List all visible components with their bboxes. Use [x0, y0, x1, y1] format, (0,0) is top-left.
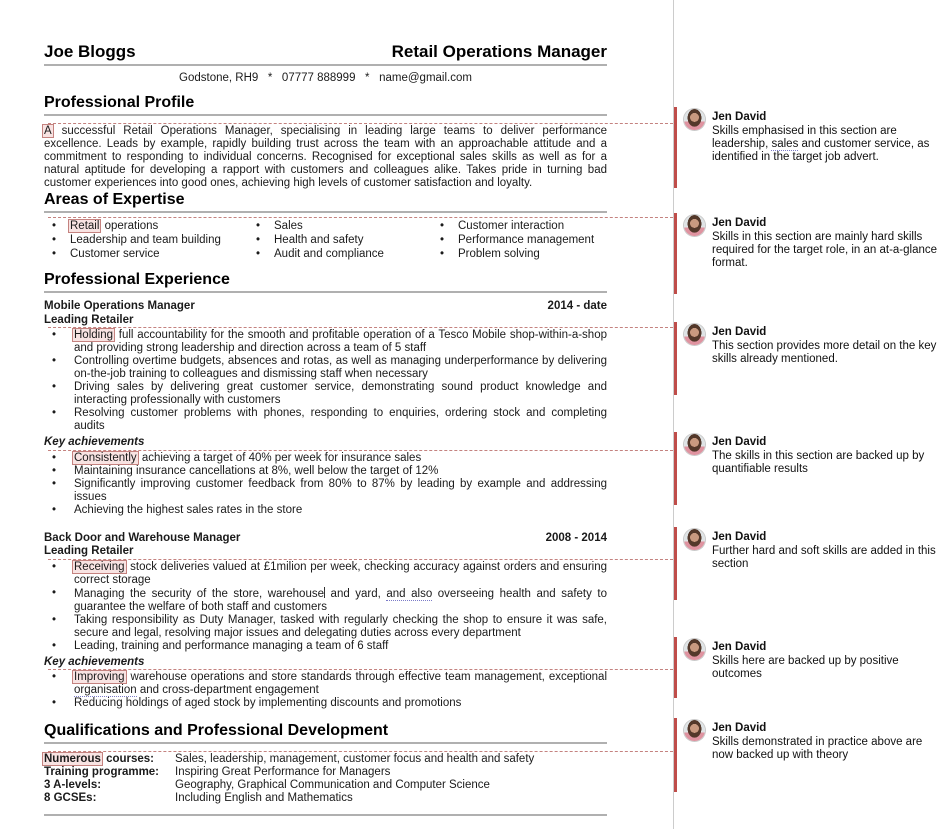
- comment[interactable]: [674, 637, 950, 681]
- comment-connector-line: [48, 669, 673, 670]
- comment-author: Jen David: [712, 326, 767, 338]
- job-bullet: • Driving sales by delivering great customer service, demonstrating sound product knowledge and interacting professionally with customers: [44, 381, 607, 407]
- expertise-item: • Health and safety: [248, 233, 432, 247]
- comment-connector-line: [48, 327, 673, 328]
- comment[interactable]: [674, 107, 950, 164]
- expertise-item: • Sales: [248, 219, 432, 233]
- qualification-row: [44, 792, 607, 805]
- job-bullet-list: [44, 329, 607, 433]
- comment-text: [712, 125, 944, 164]
- comment-body: [712, 213, 950, 270]
- commenter-avatar: [684, 324, 705, 345]
- achievement-bullet: • Reducing holdings of aged stock by implementing discounts and promotions: [44, 697, 607, 710]
- bullet-text: stock deliveries valued at £1milion per week, checking accuracy against orders and ensuring correct storage: [74, 560, 607, 586]
- bullet-text: achieving a target of 40% per week for insurance sales: [138, 451, 422, 464]
- comment-connector-line: [48, 751, 673, 752]
- comment-body: [712, 718, 950, 762]
- qualification-value: Sales, leadership, management, customer focus and health and safety: [175, 753, 535, 765]
- section-rule: [44, 211, 607, 213]
- bullet-text: warehouse operations and store standards through effective team management, exceptional: [126, 671, 607, 683]
- job-header: [44, 532, 607, 546]
- achievement-bullet: • Achieving the highest sales rates in the store: [44, 504, 607, 517]
- comment-body: [712, 322, 950, 366]
- section-heading-areas-of-expertise: Areas of Expertise: [44, 191, 185, 208]
- comment-anchor-bar: [674, 718, 677, 792]
- comment[interactable]: [674, 213, 950, 270]
- comment-text-part: and customer service, as identified in the target job advert.: [712, 138, 930, 163]
- qualification-label: 8 GCSEs:: [44, 792, 97, 804]
- expertise-item: • Performance management: [432, 233, 607, 247]
- comment-anchor-bar: [674, 107, 677, 188]
- comment[interactable]: [674, 718, 950, 762]
- spellcheck-underline: organisation: [74, 684, 137, 696]
- qualification-value: Including English and Mathematics: [175, 792, 353, 804]
- comment-anchor-highlight[interactable]: Retail: [70, 220, 100, 232]
- qualification-row: [44, 766, 607, 779]
- comment-author: Jen David: [712, 217, 767, 229]
- comment-anchor-highlight[interactable]: Consistently: [74, 451, 137, 464]
- commenter-avatar: [684, 434, 705, 455]
- qualification-label: 3 A-levels:: [44, 779, 102, 791]
- comment-text: Skills in this section are mainly hard skills required for the target role, in an at-a-glance format.: [712, 231, 938, 269]
- job-dates: 2008 - 2014: [545, 531, 607, 544]
- comment-connector-line: [48, 123, 673, 124]
- comment-body: [712, 432, 950, 476]
- commenter-avatar: [684, 639, 705, 660]
- comment[interactable]: [674, 527, 950, 571]
- comment-text: Skills demonstrated in practice above are now backed up with theory: [712, 736, 923, 761]
- comment[interactable]: [674, 322, 950, 366]
- commenter-avatar: [684, 720, 705, 741]
- comment-anchor-highlight[interactable]: Holding: [74, 329, 113, 341]
- achievement-bullet: [44, 671, 607, 697]
- job-company: Leading Retailer: [44, 545, 134, 557]
- comment-text: This section provides more detail on the key skills already mentioned.: [712, 340, 937, 365]
- bullet-text: full accountability for the smooth and profitable operation of a Tesco Mobile shop-within-a-shop and providing strong leadership and direction across a team of 5 staff: [74, 329, 607, 354]
- qualification-row: [44, 779, 607, 792]
- job-bullet: [44, 587, 607, 614]
- qualification-value: Geography, Graphical Communication and Computer Science: [175, 779, 490, 791]
- job-title: Mobile Operations Manager: [44, 300, 195, 312]
- key-achievements-label: Key achievements: [44, 436, 145, 448]
- job-bullet: [44, 561, 607, 587]
- comment-author: Jen David: [712, 436, 767, 448]
- expertise-item: • Customer service: [44, 247, 248, 261]
- job-dates: 2014 - date: [547, 300, 607, 312]
- qualification-row: [44, 753, 607, 766]
- expertise-item: • Problem solving: [432, 247, 607, 261]
- job-bullet: [44, 329, 607, 355]
- job-header: [44, 300, 607, 314]
- qualifications-table: [44, 753, 607, 805]
- comment-connector-line: [48, 450, 673, 451]
- expertise-item: • Audit and compliance: [248, 247, 432, 261]
- job-bullet: • Taking responsibility as Duty Manager, tasked with regularly checking the shop to ensure it was safe, secure and legal, resolving major issues and delegating duties across every department: [44, 614, 607, 640]
- candidate-name: Joe Bloggs: [44, 42, 136, 61]
- job-title: Back Door and Warehouse Manager: [44, 531, 241, 544]
- profile-paragraph: [44, 125, 607, 190]
- section-rule: [44, 114, 607, 116]
- comment-text-part: Skills emphasised in this section are leadership,: [712, 125, 897, 150]
- achievement-bullet: • Maintaining insurance cancellations at 8%, well below the target of 12%: [44, 465, 607, 478]
- section-rule: [44, 742, 607, 744]
- comment-author: Jen David: [712, 722, 767, 734]
- qualification-value: Inspiring Great Performance for Managers: [175, 766, 391, 778]
- section-rule: [44, 291, 607, 293]
- achievement-list: [44, 452, 607, 517]
- expertise-item: • Leadership and team building: [44, 233, 248, 247]
- commenter-avatar: [684, 109, 705, 130]
- qualification-label-text: courses:: [102, 753, 155, 765]
- section-heading-professional-experience: Professional Experience: [44, 271, 230, 288]
- comment-text: Further hard and soft skills are added in this section: [712, 545, 936, 570]
- resume-document[interactable]: [44, 0, 607, 816]
- spellcheck-underline: sales: [771, 138, 799, 150]
- document-header: [44, 42, 607, 61]
- job-bullet-list: [44, 561, 607, 653]
- expertise-list: [44, 219, 607, 261]
- bullet-text: and cross-department engagement: [136, 684, 319, 696]
- profile-text: successful Retail Operations Manager, specialising in leading large teams to deliver performance excellence. Leads by example, rapidly building trust across the team with an approachable attitude and a commitment to responding to individual concerns. Recognised for exceptional sales skills as well as for a natural aptitude for developing a rapport with customers and colleagues alike. Takes pride in turning bad customer experiences into good ones, achieving high levels of customer satisfaction and loyalty.: [44, 125, 607, 189]
- comment[interactable]: [674, 432, 950, 476]
- comment-anchor-highlight[interactable]: Improving: [74, 671, 125, 683]
- bullet-text: and yard,: [325, 587, 387, 600]
- contact-line: Godstone, RH9 * 07777 888999 * name@gmail.com: [179, 72, 472, 84]
- expertise-item: [44, 219, 248, 233]
- comment-body: [712, 107, 950, 164]
- commenter-avatar: [684, 529, 705, 550]
- comment-text: The skills in this section are backed up by quantifiable results: [712, 450, 925, 475]
- job-company: Leading Retailer: [44, 313, 134, 326]
- section-heading-professional-profile: Professional Profile: [44, 94, 195, 111]
- comment-anchor-highlight[interactable]: Numerous: [44, 753, 101, 765]
- comment-anchor-highlight[interactable]: A: [44, 125, 52, 137]
- comment-author: Jen David: [712, 111, 767, 123]
- comment-anchor-highlight[interactable]: Receiving: [74, 560, 125, 573]
- comment-body: [712, 527, 950, 571]
- qualification-label: Training programme:: [44, 766, 160, 778]
- comment-anchor-bar: [674, 637, 677, 698]
- comment-connector-line: [48, 217, 673, 218]
- comment-anchor-bar: [674, 432, 677, 505]
- comment-text: Skills here are backed up by positive outcomes: [712, 655, 899, 680]
- expertise-item-label: operations: [101, 220, 159, 232]
- achievement-bullet: • Significantly improving customer feedback from 80% to 87% by leading by example and addressing issues: [44, 478, 607, 504]
- qualification-label: [44, 753, 175, 766]
- achievement-bullet: [44, 452, 607, 465]
- document-end-rule: [44, 814, 607, 816]
- job-bullet: • Leading, training and performance managing a team of 6 staff: [44, 640, 607, 653]
- comment-anchor-bar: [674, 322, 677, 395]
- comment-connector-line: [48, 559, 673, 560]
- section-heading-qualifications: Qualifications and Professional Development: [44, 722, 389, 739]
- bullet-text: Managing the security of the store, warehouse: [74, 587, 324, 600]
- header-rule: [44, 64, 607, 66]
- commenter-avatar: [684, 215, 705, 236]
- key-achievements-label: Key achievements: [44, 655, 145, 668]
- comment-author: Jen David: [712, 641, 767, 653]
- job-bullet: • Controlling overtime budgets, absences and rotas, as well as managing underperformance by delivering on-the-job training to colleagues and dismissing staff when necessary: [44, 355, 607, 381]
- expertise-item: • Customer interaction: [432, 219, 607, 233]
- bullet-text: overseeing health and safety to guarantee the welfare of both staff and customers: [74, 587, 608, 613]
- comment-anchor-bar: [674, 213, 677, 294]
- spellcheck-underline: and also: [386, 587, 433, 600]
- job-bullet: • Resolving customer problems with phones, responding to enquiries, ordering stock and completing audits: [44, 407, 607, 433]
- achievement-list: [44, 671, 607, 710]
- comment-anchor-bar: [674, 527, 677, 600]
- comment-author: Jen David: [712, 531, 767, 543]
- comment-body: [712, 637, 950, 681]
- candidate-job-title: Retail Operations Manager: [391, 42, 607, 61]
